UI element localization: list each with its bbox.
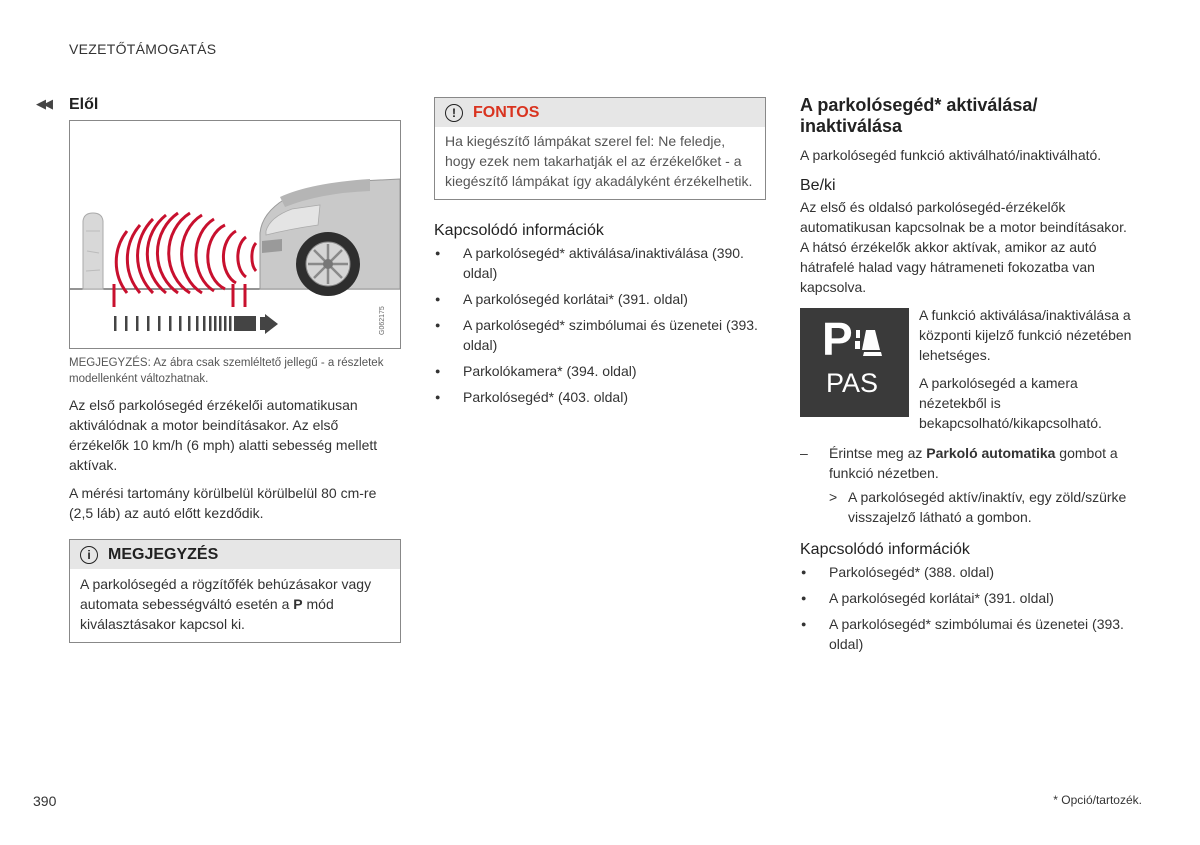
park-assist-glyph: P	[822, 313, 853, 365]
auto-park-button-label: Parkoló automatika	[926, 445, 1056, 461]
warning-title: FONTOS	[473, 103, 540, 121]
pas-label: PAS	[826, 368, 879, 398]
double-left-arrow-icon[interactable]: ◀◀	[36, 96, 50, 111]
related-link[interactable]: ● A parkolósegéd korlátai* (391. oldal)	[800, 588, 1132, 608]
step-marker: –	[800, 445, 808, 461]
front-sensor-illustration	[69, 120, 401, 349]
section-title: Elől	[69, 96, 99, 113]
related-link[interactable]: ● A parkolósegéd* szimbólumai és üzenetei (393. oldal)	[434, 315, 766, 355]
related-links-list	[434, 243, 766, 407]
note-box	[69, 539, 401, 643]
note-header	[70, 540, 400, 569]
note-text-bold: P	[293, 596, 303, 612]
warning-text: Ha kiegészítő lámpákat szerel fel: Ne feledje, hogy ezek nem takarhatják el az érzékelőket - a kiegészítő lámpákat így akadályként érzékelhetik.	[445, 133, 753, 189]
paragraph-range: A mérési tartomány körülbelül körülbelül 80 cm-re (2,5 láb) az autó előtt kezdődik.	[69, 485, 377, 521]
pas-text-view: A funkció aktiválása/inaktiválása a központi kijelző funkció nézetében lehetséges.	[919, 307, 1132, 363]
column-front-sensors	[69, 95, 401, 643]
park-assist-icon	[800, 308, 909, 417]
instruction-result	[800, 487, 1132, 527]
step-text-end: gombot a funkció nézetben.	[829, 445, 1118, 481]
related-links-list	[800, 562, 1132, 654]
column-activation	[800, 95, 1132, 660]
park-assist-row	[800, 305, 1132, 433]
chapter-header: VEZETŐTÁMOGATÁS	[69, 41, 217, 57]
figure-caption: MEGJEGYZÉS: Az ábra csak szemléltető jellegű - a részletek modellenként változhatnak.	[69, 357, 384, 385]
note-text-end: mód kiválasztásakor kapcsol ki.	[80, 596, 334, 632]
step-text-start: Érintse meg az	[829, 445, 927, 461]
section-heading: A parkolósegéd* aktiválása/ inaktiválása	[800, 95, 1038, 136]
figure-code: G062175	[379, 306, 386, 335]
on-off-text: Az első és oldalsó parkolósegéd-érzékelők automatikusan kapcsolnak be a motor beindításakor. A hátsó érzékelők akkor aktívak, amikor az autó hátrafelé halad vagy hátrameneti fokozatba van kapcsolva.	[800, 199, 1127, 295]
instruction-step	[800, 443, 1132, 483]
result-text: A parkolósegéd aktív/inaktív, egy zöld/szürke visszajelző látható a gombon.	[848, 489, 1127, 525]
intro-text: A parkolósegéd funkció aktiválható/inaktiválható.	[800, 147, 1102, 163]
pas-text-camera: A parkolósegéd a kamera nézetekből is bekapcsolható/kikapcsolható.	[919, 375, 1102, 431]
related-link[interactable]: ● Parkolósegéd* (403. oldal)	[434, 387, 766, 407]
related-link[interactable]: ● Parkolókamera* (394. oldal)	[434, 361, 766, 381]
related-link[interactable]: ● A parkolósegéd korlátai* (391. oldal)	[434, 289, 766, 309]
exclamation-icon: !	[445, 104, 463, 122]
page-number: 390	[33, 793, 57, 809]
park-assist-description	[919, 305, 1132, 433]
related-info-title: Kapcsolódó információk	[800, 541, 970, 558]
paragraph-activation: Az első parkolósegéd érzékelői automatikusan aktiválódnak a motor beindításakor. Az első érzékelők 10 km/h (6 mph) alatti sebesség mellett aktívak.	[69, 397, 378, 473]
column-warning	[434, 95, 766, 413]
note-text	[70, 569, 400, 642]
note-text-start: A parkolósegéd a rögzítőfék behúzásakor vagy automata sebességváltó esetén a	[80, 576, 372, 612]
related-link[interactable]: ● A parkolósegéd* aktiválása/inaktiválása (390. oldal)	[434, 243, 766, 283]
related-info-title: Kapcsolódó információk	[434, 222, 604, 239]
related-link[interactable]: ● A parkolósegéd* szimbólumai és üzenetei (393. oldal)	[800, 614, 1132, 654]
note-title: MEGJEGYZÉS	[108, 545, 219, 563]
footnote: * Opció/tartozék.	[1053, 793, 1142, 807]
result-marker: >	[829, 489, 838, 505]
on-off-subheading: Be/ki	[800, 177, 836, 194]
warning-header	[435, 98, 765, 127]
related-link[interactable]: ● Parkolósegéd* (388. oldal)	[800, 562, 1132, 582]
warning-box	[434, 97, 766, 200]
info-icon: i	[80, 546, 98, 564]
